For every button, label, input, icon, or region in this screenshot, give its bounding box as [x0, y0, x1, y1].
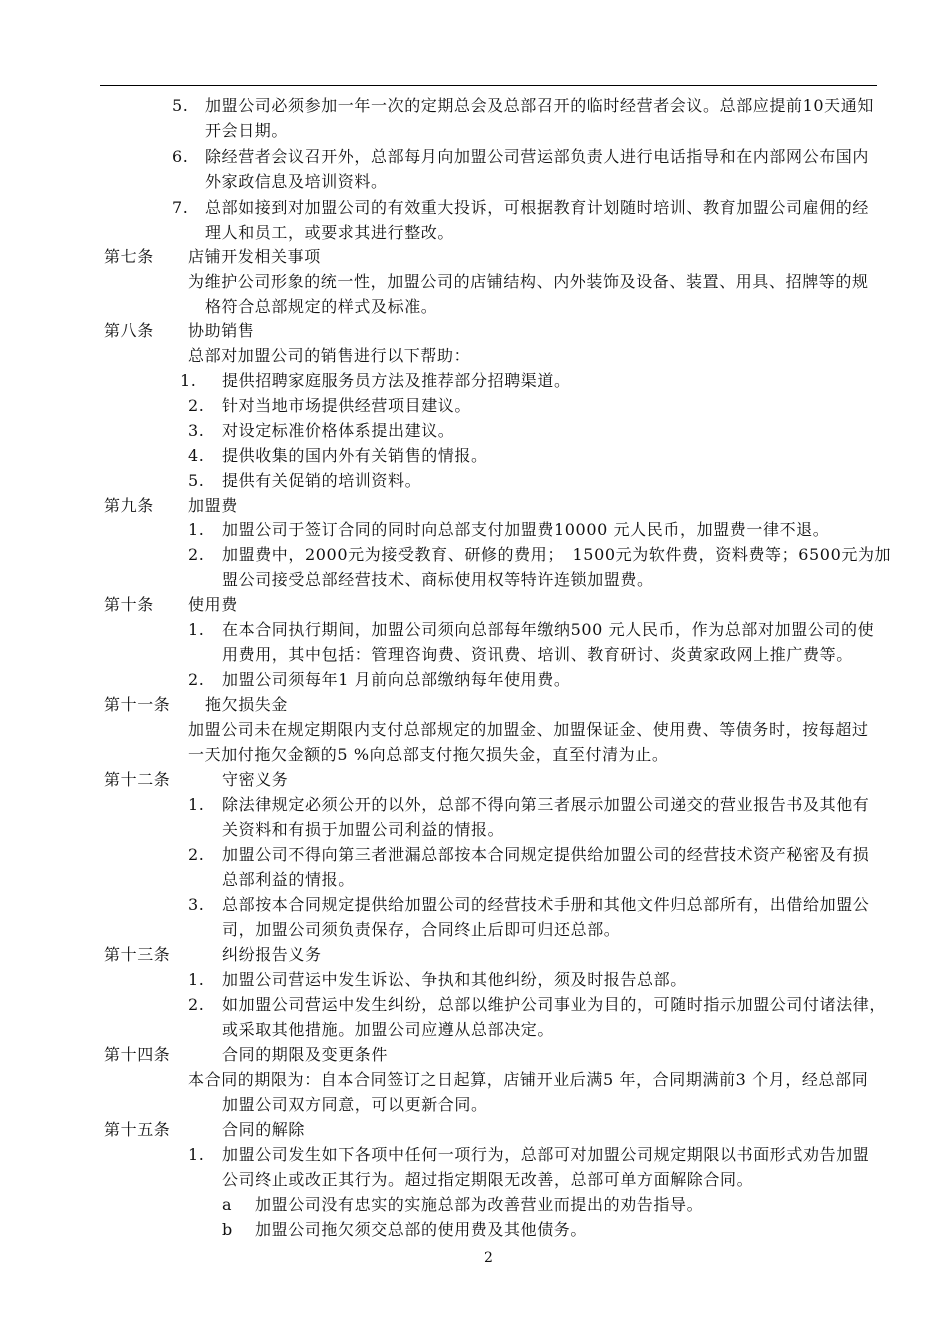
- item-number: 5.: [188, 471, 205, 490]
- article-label: 第十二条: [104, 770, 171, 789]
- item-text: 提供收集的国内外有关销售的情报。: [222, 446, 488, 465]
- item-text: 外家政信息及培训资料。: [205, 172, 388, 191]
- item-text: 在本合同执行期间，加盟公司须向总部每年缴纳500 元人民币，作为总部对加盟公司的使: [222, 620, 875, 639]
- item-number: 2.: [188, 845, 205, 864]
- header-rule: [100, 85, 877, 86]
- paragraph: 加盟公司未在规定期限内支付总部规定的加盟金、加盟保证金、使用费、等债务时，按每超过: [188, 720, 869, 739]
- item-text: 加盟公司须每年1 月前向总部缴纳每年使用费。: [222, 670, 571, 689]
- item-text: 除法律规定必须公开的以外，总部不得向第三者展示加盟公司递交的营业报告书及其他有: [222, 795, 870, 814]
- item-text: 司，加盟公司须负责保存，合同终止后即可归还总部。: [222, 920, 621, 939]
- item-number: 3.: [188, 421, 205, 440]
- item-number: 7.: [172, 198, 189, 217]
- item-text: 关资料和有损于加盟公司利益的情报。: [222, 820, 505, 839]
- item-number: 2.: [188, 396, 205, 415]
- paragraph: 加盟公司双方同意，可以更新合同。: [222, 1095, 488, 1114]
- item-number: 1.: [180, 371, 197, 390]
- item-text: 公司终止或改正其行为。超过指定期限无改善，总部可单方面解除合同。: [222, 1170, 754, 1189]
- article-label: 第十四条: [104, 1045, 171, 1064]
- item-number: 1.: [188, 970, 205, 989]
- item-text: 提供招聘家庭服务员方法及推荐部分招聘渠道。: [222, 371, 571, 390]
- subitem-text: 加盟公司没有忠实的实施总部为改善营业而提出的劝告指导。: [255, 1195, 704, 1214]
- article-label: 第十条: [104, 595, 154, 614]
- item-number: 1.: [188, 620, 205, 639]
- article-title: 合同的解除: [222, 1120, 306, 1139]
- paragraph: 一天加付拖欠金额的5 %向总部支付拖欠损失金，直至付清为止。: [188, 745, 669, 764]
- item-text: 或采取其他措施。加盟公司应遵从总部决定。: [222, 1020, 555, 1039]
- item-text: 加盟公司营运中发生诉讼、争执和其他纠纷，须及时报告总部。: [222, 970, 687, 989]
- paragraph: 为维护公司形象的统一性，加盟公司的店铺结构、内外装饰及设备、装置、用具、招牌等的规: [188, 272, 869, 291]
- item-number: 6.: [172, 147, 189, 166]
- item-number: 2.: [188, 545, 205, 564]
- subitem-text: 加盟公司拖欠须交总部的使用费及其他债务。: [255, 1220, 588, 1239]
- item-number: 1.: [188, 520, 205, 539]
- item-number: 2.: [188, 670, 205, 689]
- paragraph: 格符合总部规定的样式及标准。: [205, 297, 438, 316]
- item-text: 除经营者会议召开外，总部每月向加盟公司营运部负责人进行电话指导和在内部网公布国内: [205, 147, 870, 166]
- article-title: 协助销售: [188, 321, 255, 340]
- article-label: 第十一条: [104, 695, 171, 714]
- article-label: 第八条: [104, 321, 154, 340]
- item-text: 总部利益的情报。: [222, 870, 355, 889]
- item-text: 提供有关促销的培训资料。: [222, 471, 422, 490]
- item-text: 加盟公司不得向第三者泄漏总部按本合同规定提供给加盟公司的经营技术资产秘密及有损: [222, 845, 870, 864]
- page-number: 2: [484, 1250, 493, 1266]
- item-number: 1.: [188, 795, 205, 814]
- article-label: 第七条: [104, 247, 154, 266]
- item-text: 加盟公司于签订合同的同时向总部支付加盟费10000 元人民币，加盟费一律不退。: [222, 520, 830, 539]
- item-text: 总部如接到对加盟公司的有效重大投诉，可根据教育计划随时培训、教育加盟公司雇佣的经: [205, 198, 870, 217]
- item-text: 盟公司接受总部经营技术、商标使用权等特许连锁加盟费。: [222, 570, 654, 589]
- article-title: 纠纷报告义务: [222, 945, 322, 964]
- item-text: 对设定标准价格体系提出建议。: [222, 421, 455, 440]
- paragraph: 本合同的期限为：自本合同签订之日起算，店铺开业后满5 年，合同期满前3 个月，经总部同: [188, 1070, 869, 1089]
- item-text: 用费用，其中包括：管理咨询费、资讯费、培训、教育研讨、炎黄家政网上推广费等。: [222, 645, 853, 664]
- article-title: 店铺开发相关事项: [188, 247, 321, 266]
- article-title: 使用费: [188, 595, 238, 614]
- item-text: 总部按本合同规定提供给加盟公司的经营技术手册和其他文件归总部所有，出借给加盟公: [222, 895, 870, 914]
- paragraph: 总部对加盟公司的销售进行以下帮助：: [188, 346, 471, 365]
- item-number: 2.: [188, 995, 205, 1014]
- article-title: 拖欠损失金: [205, 695, 289, 714]
- subitem-letter: b: [222, 1220, 233, 1239]
- item-number: 4.: [188, 446, 205, 465]
- item-text: 开会日期。: [205, 121, 289, 140]
- item-text: 加盟费中，2000元为接受教育、研修的费用； 1500元为软件费，资料费等；6500元为加: [222, 545, 892, 564]
- item-text: 针对当地市场提供经营项目建议。: [222, 396, 472, 415]
- article-title: 加盟费: [188, 496, 238, 515]
- item-text: 加盟公司必须参加一年一次的定期总会及总部召开的临时经营者会议。总部应提前10天通知: [205, 96, 874, 115]
- article-label: 第十三条: [104, 945, 171, 964]
- item-number: 1.: [188, 1145, 205, 1164]
- article-title: 合同的期限及变更条件: [222, 1045, 389, 1064]
- article-label: 第十五条: [104, 1120, 171, 1139]
- subitem-letter: a: [222, 1195, 233, 1214]
- article-title: 守密义务: [222, 770, 289, 789]
- article-label: 第九条: [104, 496, 154, 515]
- item-number: 3.: [188, 895, 205, 914]
- item-number: 5.: [172, 96, 189, 115]
- item-text: 如加盟公司营运中发生纠纷，总部以维护公司事业为目的，可随时指示加盟公司付诸法律，: [222, 995, 887, 1014]
- item-text: 加盟公司发生如下各项中任何一项行为，总部可对加盟公司规定期限以书面形式劝告加盟: [222, 1145, 870, 1164]
- item-text: 理人和员工，或要求其进行整改。: [205, 223, 455, 242]
